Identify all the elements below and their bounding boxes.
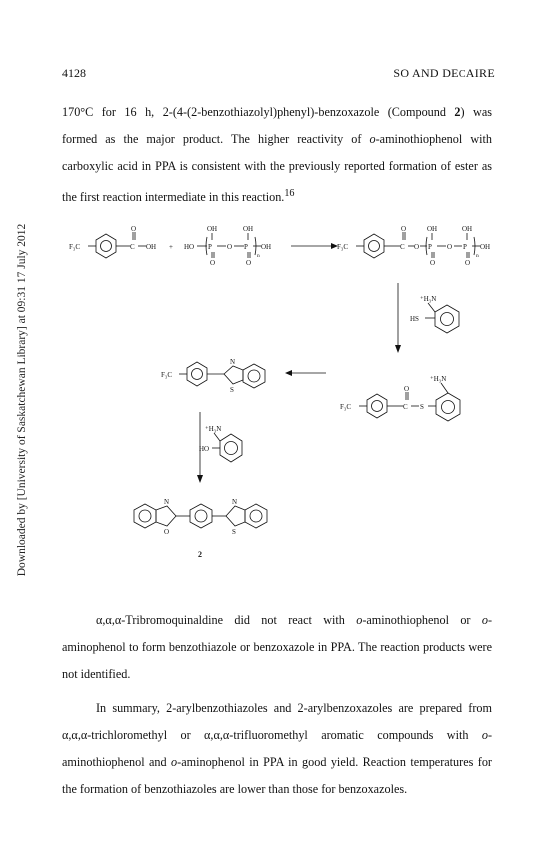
tribromo-paragraph: α,α,α-Tribromoquinaldine did not react with o-aminothiophenol or o-aminophenol to form benzothiazole or benzoxazole in PPA. The reaction products were not identified. bbox=[62, 613, 492, 681]
svg-text:C: C bbox=[403, 403, 408, 411]
svg-text:N: N bbox=[232, 498, 238, 506]
svg-text:OH: OH bbox=[480, 243, 491, 251]
svg-text:O: O bbox=[227, 243, 233, 251]
svg-text:F₃C: F₃C bbox=[337, 243, 349, 251]
svg-text:HO: HO bbox=[199, 445, 210, 453]
svg-text:O: O bbox=[210, 259, 216, 267]
f3c-label: F₃C bbox=[69, 243, 81, 251]
svg-text:O: O bbox=[404, 385, 410, 393]
svg-text:⁺H₃N: ⁺H₃N bbox=[205, 425, 222, 433]
svg-text:C: C bbox=[400, 243, 405, 251]
svg-text:O: O bbox=[430, 259, 436, 267]
svg-text:S: S bbox=[420, 403, 424, 411]
svg-text:O: O bbox=[465, 259, 471, 267]
page-number: 4128 bbox=[62, 66, 86, 80]
svg-text:O: O bbox=[414, 243, 420, 251]
plus-sign: + bbox=[169, 243, 173, 251]
svg-text:n: n bbox=[257, 253, 260, 259]
running-head: SO AND DECAIRE bbox=[393, 66, 495, 80]
svg-text:HS: HS bbox=[410, 315, 419, 323]
svg-text:HO: HO bbox=[184, 243, 195, 251]
summary-paragraph: In summary, 2-arylbenzothiazoles and 2-arylbenzoxazoles are prepared from α,α,α-trichloromethyl or α,α,α-trifluoromethyl aromatic compounds with o-aminothiophenol and o-aminophenol in PPA in good yield. Reaction temperatures for the formation of benzothiazoles are lower than those for benzoxazoles. bbox=[62, 701, 492, 796]
svg-text:OH: OH bbox=[261, 243, 272, 251]
download-watermark: Downloaded by [University of Saskatchewan Library] at 09:31 17 July 2012 bbox=[16, 223, 28, 577]
svg-text:O: O bbox=[401, 225, 407, 233]
svg-text:O: O bbox=[246, 259, 252, 267]
reference-16: 16 bbox=[284, 188, 295, 199]
svg-text:O: O bbox=[131, 225, 137, 233]
carbon-label: C bbox=[130, 243, 135, 251]
svg-text:OH: OH bbox=[207, 225, 218, 233]
svg-text:P: P bbox=[244, 243, 248, 251]
svg-text:O: O bbox=[447, 243, 453, 251]
svg-text:N: N bbox=[230, 358, 236, 366]
svg-text:P: P bbox=[208, 243, 212, 251]
svg-text:F₃C: F₃C bbox=[161, 371, 173, 379]
svg-text:S: S bbox=[232, 528, 236, 536]
svg-text:OH: OH bbox=[427, 225, 438, 233]
svg-text:⁺H₃N: ⁺H₃N bbox=[430, 375, 447, 383]
svg-text:P: P bbox=[428, 243, 432, 251]
svg-text:P: P bbox=[463, 243, 467, 251]
svg-text:OH: OH bbox=[146, 243, 157, 251]
svg-text:S: S bbox=[230, 386, 234, 394]
intro-paragraph: 170°C for 16 h, 2-(4-(2-benzothiazolyl)phenyl)-benzoxazole (Compound 2) was formed as the major product. The higher reactivity of o-aminothiophenol with carboxylic acid in PPA is consistent with the previously reported formation of ester as the first reaction intermediate in this reaction.$^{16}$ bbox=[62, 105, 492, 205]
svg-text:OH: OH bbox=[243, 225, 254, 233]
svg-text:F₃C: F₃C bbox=[340, 403, 352, 411]
svg-text:O: O bbox=[164, 528, 170, 536]
svg-text:N: N bbox=[164, 498, 170, 506]
compound-2-label: 2 bbox=[198, 550, 202, 559]
svg-text:⁺H₃N: ⁺H₃N bbox=[420, 295, 437, 303]
svg-text:OH: OH bbox=[462, 225, 473, 233]
benzene-ring bbox=[96, 234, 116, 258]
svg-text:n: n bbox=[476, 253, 479, 259]
